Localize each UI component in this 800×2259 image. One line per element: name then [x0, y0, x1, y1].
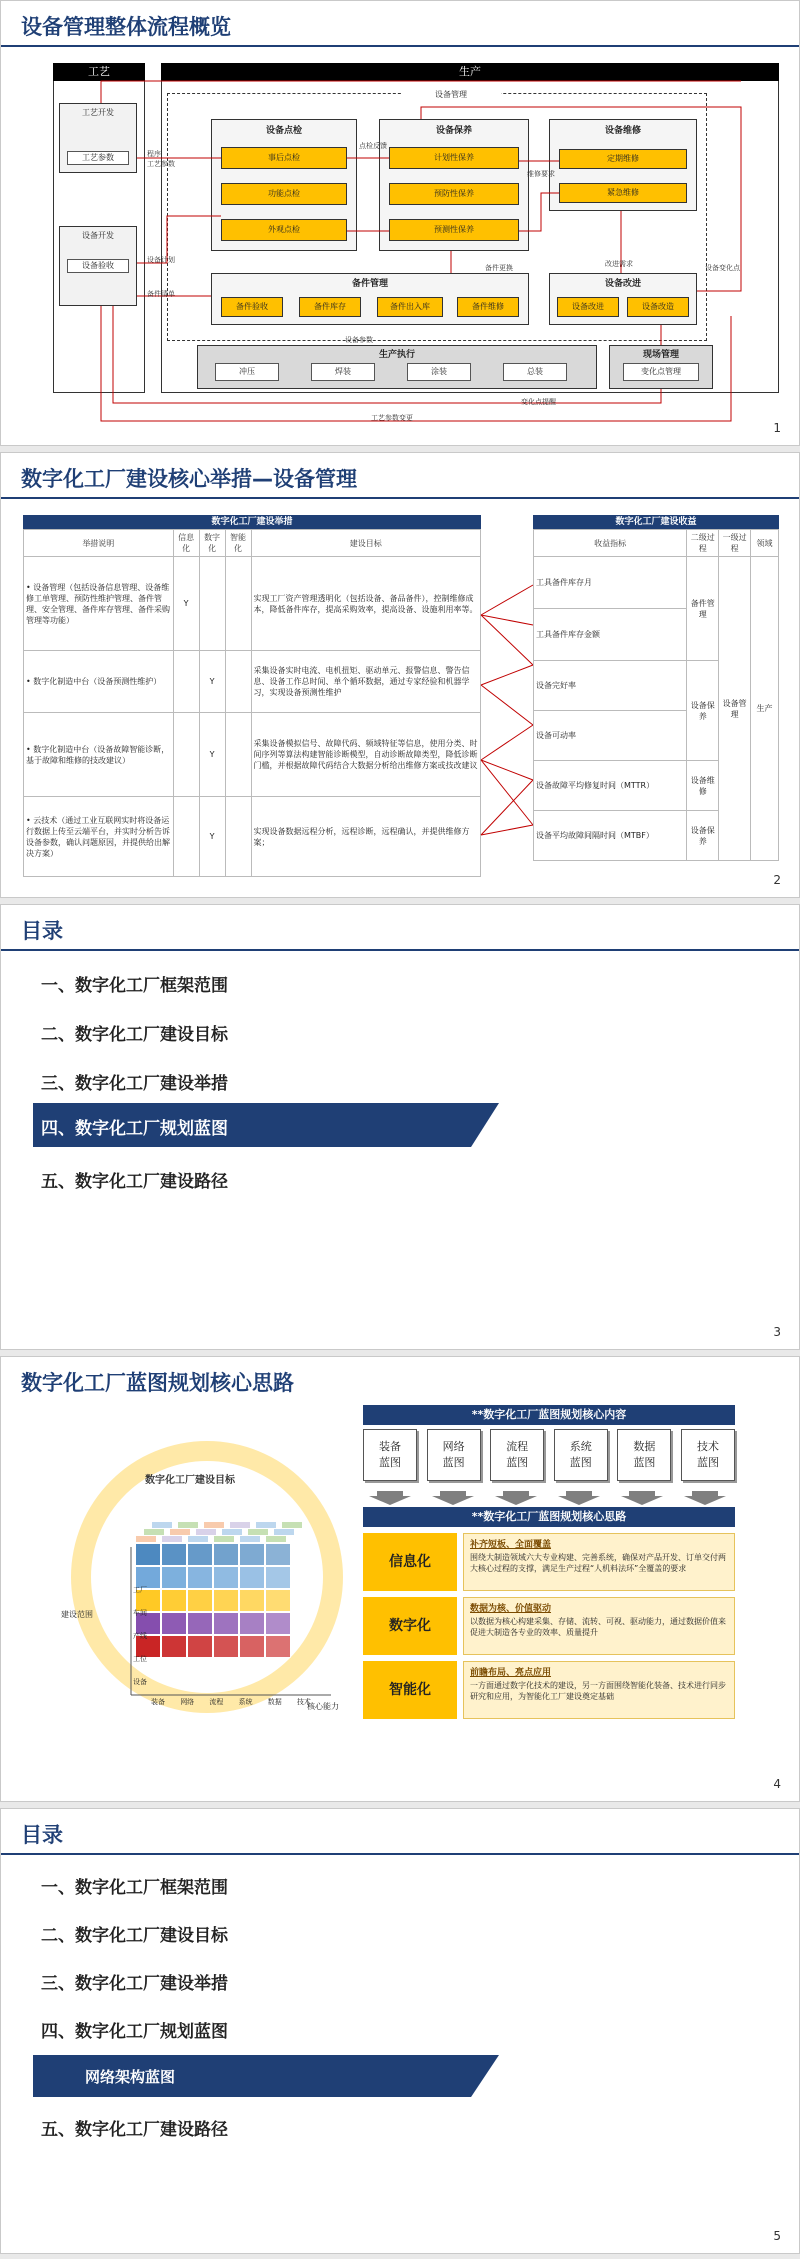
toc-item[interactable]: 三、数字化工厂建设举措 [41, 1974, 228, 1994]
measure-flag [173, 797, 199, 877]
benefit-name: 设备故障平均修复时间（MTTR） [534, 761, 687, 811]
maintenance-item: 预测性保养 [389, 219, 519, 241]
down-arrow [495, 1491, 537, 1505]
slide-title: 设备管理整体流程概览 [21, 15, 231, 39]
page-number: 2 [773, 873, 781, 887]
measure-flag [199, 557, 225, 651]
cube-axes [101, 1517, 341, 1717]
col-header: 领域 [751, 530, 779, 557]
measure-flag [225, 797, 251, 877]
improve-item: 设备改造 [627, 297, 689, 317]
title-rule [1, 1853, 800, 1855]
benefit-l2: 设备维修 [687, 761, 719, 811]
connector [421, 107, 741, 291]
pillar-name: 智能化 [363, 1661, 457, 1719]
benefit-l2: 设备保养 [687, 661, 719, 761]
exec-title: 生产执行 [378, 350, 415, 360]
repair-title: 设备维修 [604, 126, 641, 136]
craft-header: 工艺 [53, 63, 145, 81]
measure-flag: Y [173, 557, 199, 651]
benefit-name: 设备完好率 [534, 661, 687, 711]
measure-flag [225, 651, 251, 713]
pillar-name: 数字化 [363, 1597, 457, 1655]
cube-col-label: 系统 [238, 1698, 253, 1706]
down-arrow [369, 1491, 411, 1505]
flow-label: 改进需求 [605, 260, 633, 268]
cube-col-label: 装备 [151, 1698, 165, 1706]
repair-item: 紧急维修 [559, 183, 687, 203]
cube-row-label: 工位 [133, 1655, 147, 1663]
improve-title: 设备改进 [604, 279, 641, 289]
connector [519, 193, 559, 231]
inspection-title: 设备点检 [265, 126, 302, 136]
col-header: 建设目标 [251, 530, 481, 557]
toc-subitem-active[interactable]: 网络架构蓝图 [85, 2068, 176, 2086]
measure-flag [225, 713, 251, 797]
table-row [24, 651, 481, 713]
slide-5 [0, 1808, 800, 2254]
benefits-table [533, 529, 779, 861]
thinking-band: **数字化工厂蓝图规划核心思路 [363, 1507, 735, 1527]
slide-title: 数字化工厂建设核心举措—设备管理 [21, 467, 357, 491]
content-band: **数字化工厂蓝图规划核心内容 [363, 1405, 735, 1425]
flow-label: 设备变化点 [705, 264, 740, 272]
cube-axis-y: 建设范围 [61, 1610, 93, 1619]
table-row [24, 713, 481, 797]
equip-mgmt-label: 设备管理 [401, 89, 501, 100]
measure-desc: • 数字化制造中台（设备故障智能诊断，基于故障和维修的技改建议） [24, 713, 174, 797]
toc-item[interactable]: 二、数字化工厂建设目标 [41, 1926, 228, 1946]
process-param-box: 工艺参数 [67, 151, 129, 165]
cube-row-label: 车间 [133, 1609, 147, 1617]
benefit-l2: 设备保养 [687, 811, 719, 861]
improve-item: 设备改进 [557, 297, 619, 317]
exec-item: 冲压 [215, 363, 279, 381]
measure-flag: Y [199, 797, 225, 877]
toc-item[interactable]: 二、数字化工厂建设目标 [41, 1025, 228, 1045]
benefit-name: 设备可动率 [534, 711, 687, 761]
arrow-line [481, 725, 533, 760]
toc-item[interactable]: 四、数字化工厂规划蓝图 [41, 2022, 228, 2042]
exec-item: 涂装 [407, 363, 471, 381]
blueprint-card: 网络 蓝图 [427, 1429, 481, 1481]
spare-item: 备件出入库 [377, 297, 443, 317]
exec-item: 焊装 [311, 363, 375, 381]
spare-title: 备件管理 [351, 279, 388, 289]
site-title: 现场管理 [642, 350, 679, 360]
flow-label: 维修要求 [527, 170, 555, 178]
slide-4 [0, 1356, 800, 1802]
pillar-text: 围绕大制造领域六大专业构建、完善系统，确保对产品开发、订单交付两大核心过程的支撑，满足生产过程“人机料法环”全覆盖的要求 [470, 1553, 726, 1573]
pillar-name: 信息化 [363, 1533, 457, 1591]
equip-dev-label: 设备开发 [82, 231, 114, 240]
col-header: 智能化 [225, 530, 251, 557]
slide-1 [0, 0, 800, 446]
down-arrows [363, 1491, 735, 1505]
measures-band: 数字化工厂建设举措 [23, 515, 481, 529]
slide-title: 目录 [21, 1823, 63, 1847]
blueprint-card: 技术 蓝图 [681, 1429, 735, 1481]
cube-axis-x: 核心能力 [307, 1702, 339, 1711]
measure-goal: 实现工厂资产管理透明化（包括设备、备品备件），控制维修成本，降低备件库存，提高采购效率，提高设备、设施利用率等。 [251, 557, 481, 651]
spare-item: 备件验收 [221, 297, 283, 317]
pillar-head: 补齐短板、全面覆盖 [470, 1540, 552, 1550]
slide-title: 数字化工厂蓝图规划核心思路 [21, 1371, 294, 1395]
toc-item[interactable]: 三、数字化工厂建设举措 [41, 1074, 228, 1094]
toc-item[interactable]: 一、数字化工厂框架范围 [41, 976, 228, 996]
connector [101, 306, 731, 421]
page-number: 5 [773, 2229, 781, 2243]
cube-col-label: 网络 [180, 1698, 195, 1706]
measure-flag: Y [199, 651, 225, 713]
production-header: 生产 [161, 63, 779, 81]
cube-row-label: 工厂 [133, 1586, 147, 1594]
flow-label: 设备参数 [345, 336, 373, 344]
pillar-text: 一方面通过数字化技术的建设，另一方面围绕智能化装备、技术进行同步研究和应用，为智能化工厂建设奠定基础 [470, 1681, 726, 1701]
pillar-text: 以数据为核心构建采集、存储、流转、可视、驱动能力，通过数据价值来促进大制造各专业的效率、质量提升 [470, 1617, 726, 1637]
flow-label: 备件更换 [485, 264, 513, 272]
cube-col-label: 流程 [209, 1698, 224, 1706]
blueprint-row [363, 1429, 735, 1489]
cube-col-label: 技术 [296, 1698, 311, 1706]
flow-label: 设备计划 [147, 256, 175, 264]
blueprint-card: 装备 蓝图 [363, 1429, 417, 1481]
benefit-name: 工具备件库存金额 [534, 609, 687, 661]
pillar-detail [463, 1533, 735, 1591]
spare-item: 备件库存 [299, 297, 361, 317]
benefit-name: 设备平均故障间隔时间（MTBF） [534, 811, 687, 861]
toc-item[interactable]: 五、数字化工厂建设路径 [41, 1172, 228, 1192]
blueprint-card: 流程 蓝图 [490, 1429, 544, 1481]
arrow-line [481, 665, 533, 685]
benefit-arrows [479, 515, 539, 875]
page-number: 1 [773, 421, 781, 435]
equip-accept-box: 设备验收 [67, 259, 129, 273]
down-arrow [558, 1491, 600, 1505]
measure-goal: 采集设备模拟信号、故障代码、频域特征等信息，使用分类、时间序列等算法构建智能诊断模型，自动诊断故障类型，降低诊断门槛，并根据故障代码结合大数据分析给出维修方案或技改建议 [251, 713, 481, 797]
col-header: 举措说明 [24, 530, 174, 557]
measure-goal: 实现设备数据远程分析，远程诊断，远程确认，并提供维修方案； [251, 797, 481, 877]
connector [101, 81, 741, 103]
down-arrow [684, 1491, 726, 1505]
toc-item[interactable]: 五、数字化工厂建设路径 [41, 2120, 228, 2140]
measure-flag [173, 713, 199, 797]
flow-connectors [1, 1, 800, 446]
maintenance-item: 计划性保养 [389, 147, 519, 169]
benefits-band: 数字化工厂建设收益 [533, 515, 779, 529]
pillar-head: 前瞻布局、亮点应用 [470, 1668, 552, 1678]
measure-flag: Y [199, 713, 225, 797]
col-header: 一级过程 [719, 530, 751, 557]
toc-item[interactable]: 一、数字化工厂框架范围 [41, 1878, 228, 1898]
table-row [24, 557, 481, 651]
inspection-item: 功能点检 [221, 183, 347, 205]
pillar-detail [463, 1597, 735, 1655]
arrow-line [481, 615, 533, 625]
table-header-row [24, 530, 481, 557]
page-number: 3 [773, 1325, 781, 1339]
site-item: 变化点管理 [623, 363, 699, 381]
down-arrow [432, 1491, 474, 1505]
measure-goal: 采集设备实时电流、电机扭矩、驱动单元、报警信息、警告信息、设备工作总时间、单个循环数据，通过专家经验和机器学习，实现设备预测性维护 [251, 651, 481, 713]
benefit-domain: 生产 [751, 557, 779, 861]
measure-desc: • 云技术（通过工业互联网实时将设备运行数据上传至云端平台，并实时分析告诉设备参数，确认问题原因，并提供给出解决方案） [24, 797, 174, 877]
slide-title: 目录 [21, 919, 63, 943]
repair-item: 定期维修 [559, 149, 687, 169]
measure-flag [173, 651, 199, 713]
flow-label: 工艺参数 [147, 160, 175, 168]
cube-row-label: 设备 [133, 1678, 147, 1686]
table-row [24, 797, 481, 877]
arrow-line [481, 615, 533, 665]
cube-title: 数字化工厂建设目标 [145, 1475, 235, 1486]
inspection-item: 事后点检 [221, 147, 347, 169]
benefit-l1: 设备管理 [719, 557, 751, 861]
col-header: 数字化 [199, 530, 225, 557]
blueprint-card: 数据 蓝图 [617, 1429, 671, 1481]
spare-item: 备件维修 [457, 297, 519, 317]
table-row [534, 557, 779, 609]
connector [113, 306, 661, 403]
measure-flag [225, 557, 251, 651]
arrow-line [481, 585, 533, 615]
pillar-detail [463, 1661, 735, 1719]
maintenance-title: 设备保养 [435, 126, 472, 136]
col-header: 收益指标 [534, 530, 687, 557]
arrow-line [481, 685, 533, 725]
flow-label: 程序 [147, 150, 161, 158]
flow-label: 变化点提醒 [521, 398, 556, 406]
table-header-row [534, 530, 779, 557]
slide-2 [0, 452, 800, 898]
toc-item-active[interactable]: 四、数字化工厂规划蓝图 [41, 1119, 228, 1139]
col-header: 二级过程 [687, 530, 719, 557]
measure-desc: • 数字化制造中台（设备预测性维护） [24, 651, 174, 713]
title-rule [1, 497, 800, 499]
benefit-name: 工具备件库存月 [534, 557, 687, 609]
benefit-l2: 备件管理 [687, 557, 719, 661]
flow-label: 备件清单 [147, 290, 175, 298]
measures-table [23, 529, 481, 877]
flow-label: 工艺参数变更 [371, 414, 413, 422]
cube-col-label: 数据 [267, 1698, 282, 1706]
slide-3 [0, 904, 800, 1350]
flow-label: 点检反馈 [359, 142, 387, 150]
blueprint-card: 系统 蓝图 [554, 1429, 608, 1481]
inspection-item: 外观点检 [221, 219, 347, 241]
measure-desc: • 设备管理（包括设备信息管理、设备维修工单管理、预防性维护管理、备件管理、安全管理、备件库存管理、备件采购管理等功能） [24, 557, 174, 651]
cube-row-label: 产线 [133, 1632, 147, 1640]
exec-item: 总装 [503, 363, 567, 381]
title-rule [1, 949, 800, 951]
pillar-head: 数据为核、价值驱动 [470, 1604, 552, 1614]
maintenance-item: 预防性保养 [389, 183, 519, 205]
process-dev-label: 工艺开发 [82, 108, 114, 117]
col-header: 信息化 [173, 530, 199, 557]
page-number: 4 [773, 1777, 781, 1791]
down-arrow [621, 1491, 663, 1505]
